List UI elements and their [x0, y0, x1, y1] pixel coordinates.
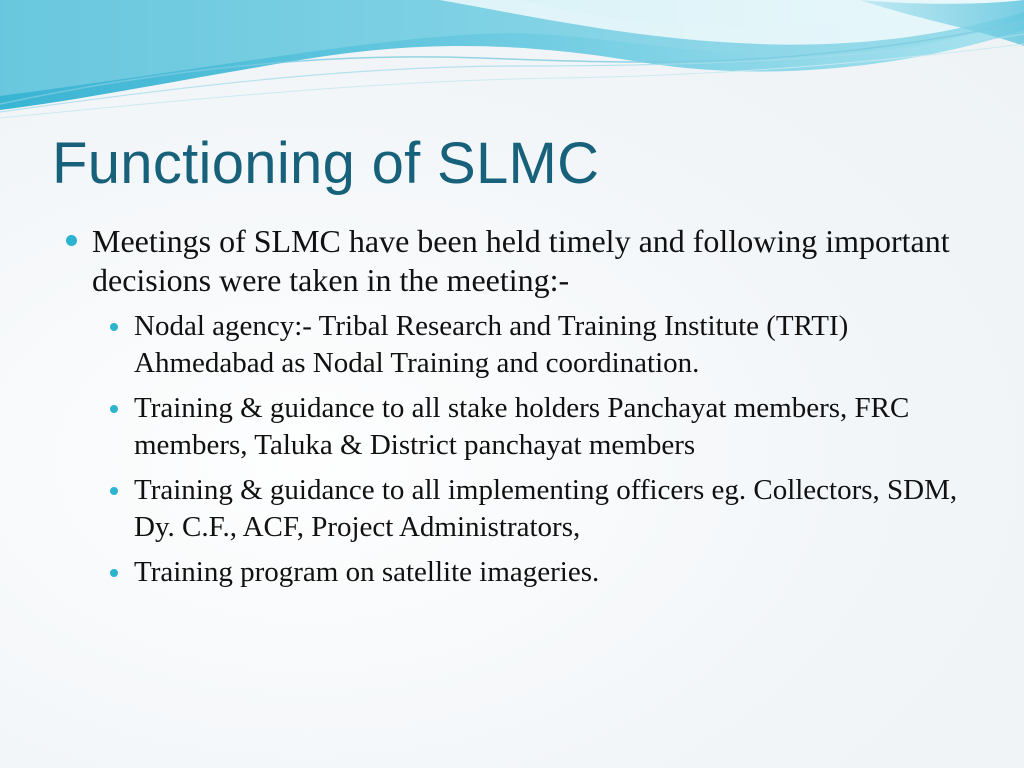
sub-bullet-list — [102, 308, 990, 591]
bullet-dot-icon — [110, 569, 118, 577]
bullet-dot-icon — [110, 487, 118, 495]
sub-bullet-item — [102, 472, 990, 546]
slide-content — [60, 222, 990, 599]
sub-bullet-text: Training program on satellite imageries. — [134, 556, 600, 588]
sub-bullet-item — [102, 308, 990, 382]
bullet-dot-icon — [110, 405, 118, 413]
sub-bullet-text: Training & guidance to all implementing officers eg. Collectors, SDM, Dy. C.F., ACF, Project Administrators, — [134, 474, 958, 543]
wave-decoration — [0, 0, 1024, 130]
sub-bullet-item — [102, 554, 990, 591]
sub-bullet-item — [102, 390, 990, 464]
slide-title: Functioning of SLMC — [52, 131, 600, 196]
sub-bullet-text: Training & guidance to all stake holders Panchayat members, FRC members, Taluka & District panchayat members — [134, 392, 910, 461]
bullet-text: Meetings of SLMC have been held timely and following important decisions were taken in the meeting:- — [92, 223, 950, 298]
sub-bullet-text: Nodal agency:- Tribal Research and Training Institute (TRTI) Ahmedabad as Nodal Training and coordination. — [134, 310, 849, 379]
bullet-item — [60, 222, 990, 300]
bullet-dot-icon — [66, 235, 77, 246]
bullet-dot-icon — [110, 323, 118, 331]
